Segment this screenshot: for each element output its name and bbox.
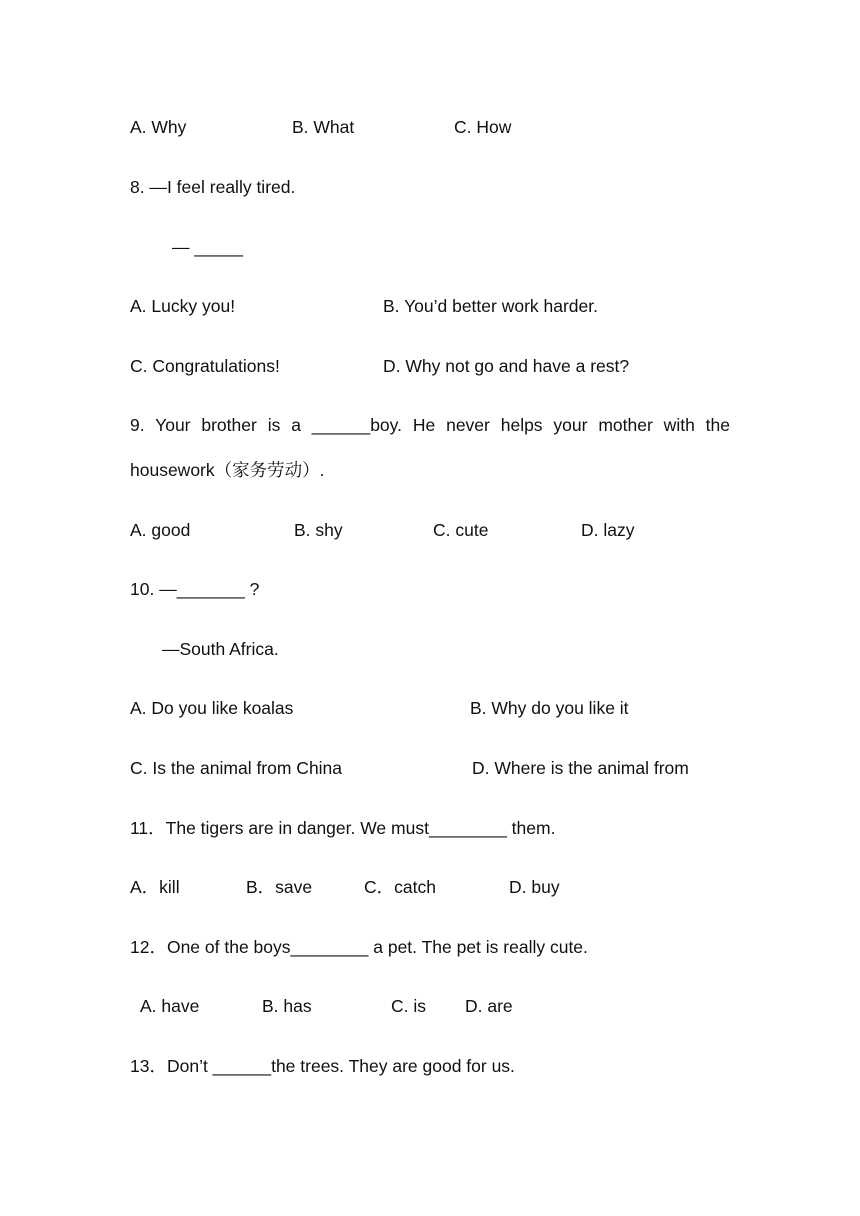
q11-option-b: B．save	[246, 877, 313, 897]
q10-option-a: A. Do you like koalas	[130, 698, 294, 718]
q9-stem-line2-suffix: .	[319, 460, 325, 480]
q11-stem: 11．The tigers are in danger. We must________ them.	[130, 818, 556, 838]
q10-option-b: B. Why do you like it	[470, 698, 629, 718]
q11-option-a: A．kill	[130, 877, 180, 897]
q7-option-b: B. What	[292, 117, 355, 137]
q12-option-a: A. have	[140, 996, 200, 1016]
q8-reply: — _____	[172, 237, 244, 257]
q9-option-b: B. shy	[294, 520, 343, 540]
q8-option-c: C. Congratulations!	[130, 356, 280, 376]
q10-stem: 10. —_______ ?	[130, 579, 260, 599]
q7-option-c: C. How	[454, 117, 512, 137]
q10-option-d: D. Where is the animal from	[472, 758, 689, 778]
q8-option-a: A. Lucky you!	[130, 296, 236, 316]
q8-stem: 8. —I feel really tired.	[130, 177, 296, 197]
q11-option-d: D. buy	[509, 877, 560, 897]
q8-option-b: B. You’d better work harder.	[383, 296, 598, 316]
q9-option-c: C. cute	[433, 520, 489, 540]
q11-option-c: C．catch	[364, 877, 436, 897]
q12-option-c: C. is	[391, 996, 426, 1016]
q9-option-d: D. lazy	[581, 520, 635, 540]
q12-option-d: D. are	[465, 996, 513, 1016]
q9-stem-line2-cjk: （家务劳动）	[214, 461, 320, 481]
q8-option-d: D. Why not go and have a rest?	[383, 356, 630, 376]
q12-option-b: B. has	[262, 996, 312, 1016]
q9-stem-line2-prefix: housework	[130, 460, 215, 480]
q9-option-a: A. good	[130, 520, 191, 540]
q9-stem-line2	[130, 459, 325, 482]
q12-stem: 12．One of the boys________ a pet. The pet is really cute.	[130, 937, 588, 957]
q13-stem: 13．Don’t ______the trees. They are good for us.	[130, 1056, 515, 1076]
q10-reply: —South Africa.	[162, 639, 279, 659]
q7-option-a: A. Why	[130, 117, 187, 137]
q10-option-c: C. Is the animal from China	[130, 758, 343, 778]
q9-stem-line1: 9. Your brother is a ______boy. He never helps your mother with the	[130, 415, 730, 435]
